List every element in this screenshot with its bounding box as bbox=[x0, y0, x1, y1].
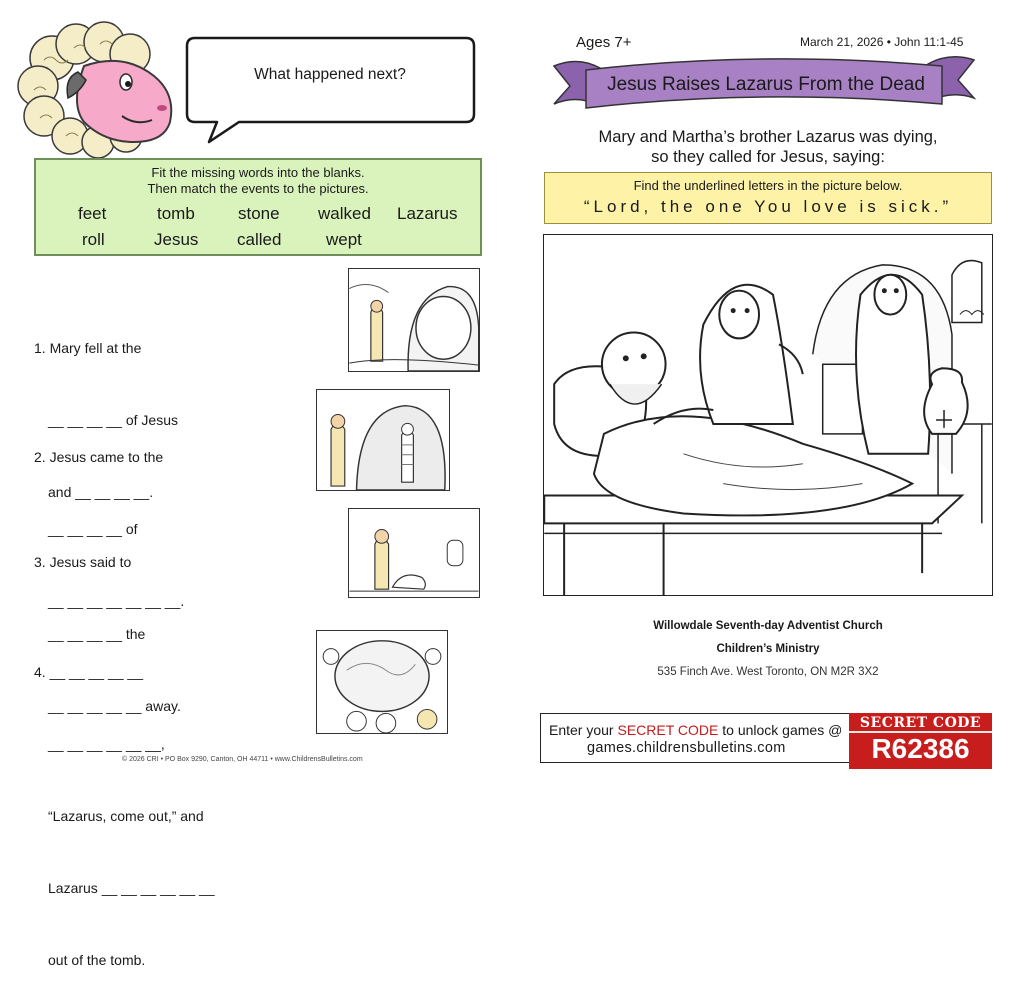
speech-bubble-text: What happened next? bbox=[254, 66, 406, 83]
ministry-name: Children’s Ministry bbox=[716, 643, 820, 655]
word-bank-word: feet bbox=[78, 204, 107, 223]
matching-picture-jesus-at-tomb bbox=[348, 268, 480, 372]
code-prompt-prefix: Enter your bbox=[549, 722, 614, 738]
word-bank bbox=[34, 158, 482, 256]
question-line: 1. Mary fell at the bbox=[34, 340, 142, 356]
secret-code-badge bbox=[849, 713, 992, 769]
word-bank-word: roll bbox=[82, 230, 105, 249]
code-prompt-highlight: SECRET CODE bbox=[617, 722, 719, 738]
sheep-illustration bbox=[14, 20, 184, 155]
question-line: out of the tomb. bbox=[48, 952, 146, 968]
word-bank-word: tomb bbox=[157, 204, 195, 223]
intro-text: Mary and Martha’s brother Lazarus was dying, bbox=[598, 128, 938, 146]
question-line: __ __ __ __ __ away. bbox=[48, 698, 181, 714]
copyright-footer: © 2026 CRI • PO Box 9290, Canton, OH 44711 • www.ChildrensBulletins.com bbox=[122, 756, 363, 763]
question-line: __ __ __ __ the bbox=[48, 626, 146, 642]
games-website-link[interactable]: games.childrensbulletins.com bbox=[587, 740, 786, 756]
secret-code-value: R62386 bbox=[871, 733, 970, 764]
age-label: Ages 7+ bbox=[576, 34, 632, 51]
secret-code-label: SECRET CODE bbox=[859, 715, 982, 731]
word-bank-word: walked bbox=[318, 204, 371, 223]
lazarus-sickbed-illustration bbox=[543, 234, 993, 596]
question-line: “Lazarus, come out,” and bbox=[48, 808, 204, 824]
intro-text: so they called for Jesus, saying: bbox=[651, 148, 885, 166]
date-and-scripture: March 21, 2026 • John 11:1-45 bbox=[800, 35, 964, 49]
question-line: __ __ __ __ __ __, bbox=[48, 736, 165, 752]
church-address: 535 Finch Ave. West Toronto, ON M2R 3X2 bbox=[657, 666, 879, 678]
matching-picture-lazarus-comes-out bbox=[316, 389, 450, 491]
hidden-letters-box bbox=[544, 172, 992, 224]
matching-picture-mary-at-feet bbox=[348, 508, 480, 598]
question-4 bbox=[34, 612, 215, 996]
question-line: 2. Jesus came to the bbox=[34, 449, 164, 465]
church-name: Willowdale Seventh-day Adventist Church bbox=[653, 620, 883, 632]
speech-bubble bbox=[183, 34, 478, 146]
question-line: Lazarus __ __ __ __ __ __ bbox=[48, 880, 215, 896]
question-line: 3. Jesus said to bbox=[34, 554, 132, 570]
hidden-letters-instruction: Find the underlined letters in the picture below. bbox=[633, 178, 903, 193]
word-bank-instruction: Fit the missing words into the blanks. bbox=[151, 165, 365, 180]
word-bank-word: stone bbox=[238, 204, 280, 223]
word-bank-word: Lazarus bbox=[397, 204, 458, 223]
word-bank-instruction: Then match the events to the pictures. bbox=[147, 181, 369, 196]
word-bank-word: wept bbox=[326, 230, 362, 249]
question-line: __ __ __ __ of Jesus bbox=[48, 412, 178, 428]
question-line: and __ __ __ __. bbox=[48, 484, 154, 500]
word-bank-word: Jesus bbox=[154, 230, 199, 249]
word-bank-word: called bbox=[237, 230, 282, 249]
question-line: __ __ __ __ __ __ __. bbox=[48, 593, 185, 609]
memory-verse: “Lord, the one You love is sick.” bbox=[583, 197, 953, 216]
matching-picture-stone-rolled-away bbox=[316, 630, 448, 734]
secret-code-prompt bbox=[540, 713, 852, 763]
page-title: Jesus Raises Lazarus From the Dead bbox=[607, 74, 925, 95]
code-prompt-suffix: to unlock games @ bbox=[722, 722, 843, 738]
question-line: __ __ __ __ of bbox=[48, 521, 138, 537]
question-line: 4. __ __ __ __ __ bbox=[34, 664, 143, 680]
